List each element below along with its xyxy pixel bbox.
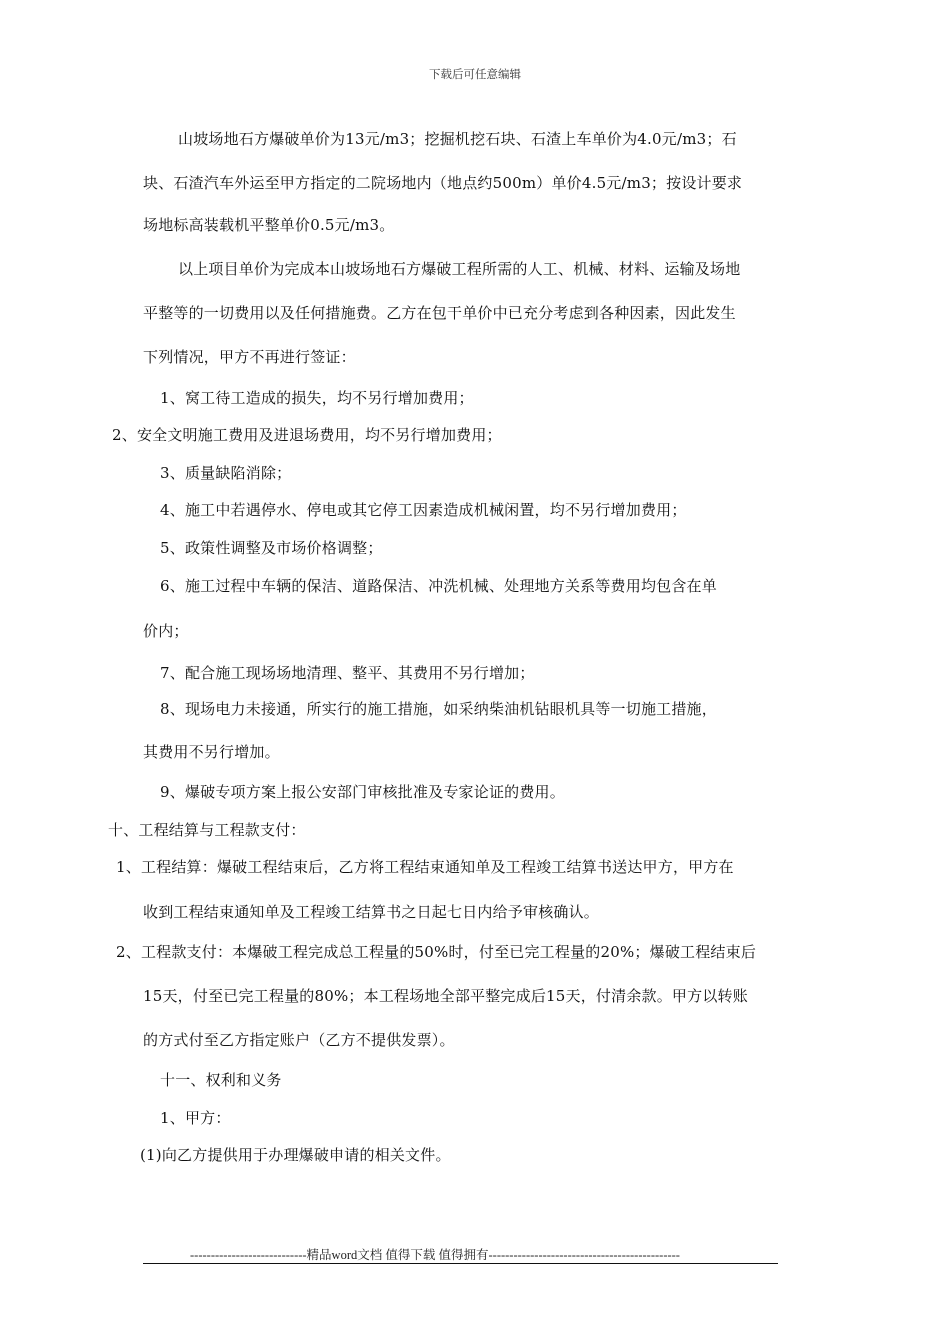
document-line: 7、配合施工现场场地清理、整平、其费用不另行增加； <box>160 664 535 682</box>
document-line: 9、爆破专项方案上报公安部门审核批准及专家论证的费用。 <box>160 783 565 801</box>
document-line: 场地标高装载机平整单价0.5元/m3。 <box>143 216 395 234</box>
footer-divider <box>143 1263 778 1264</box>
document-line: 3、质量缺陷消除； <box>160 464 292 482</box>
document-line: 8、现场电力未接通，所实行的施工措施，如采纳柴油机钻眼机具等一切施工措施， <box>160 700 717 718</box>
document-line: 2、安全文明施工费用及进退场费用，均不另行增加费用； <box>112 426 502 444</box>
document-line: 下列情况，甲方不再进行签证： <box>143 348 356 366</box>
document-line: 平整等的一切费用以及任何措施费。乙方在包干单价中已充分考虑到各种因素，因此发生 <box>143 304 736 322</box>
page-header: 下载后可任意编辑 <box>429 67 521 81</box>
document-line: 5、政策性调整及市场价格调整； <box>160 539 383 557</box>
document-line: 以上项目单价为完成本山坡场地石方爆破工程所需的人工、机械、材料、运输及场地 <box>178 260 741 278</box>
document-line: 4、施工中若遇停水、停电或其它停工因素造成机械闲置，均不另行增加费用； <box>160 501 687 519</box>
document-line: 价内； <box>143 622 189 640</box>
document-line: 收到工程结束通知单及工程竣工结算书之日起七日内给予审核确认。 <box>143 903 600 921</box>
document-line: 山坡场地石方爆破单价为13元/m3；挖掘机挖石块、石渣上车单价为4.0元/m3；石 <box>178 130 737 148</box>
document-line: 6、施工过程中车辆的保洁、道路保洁、冲洗机械、处理地方关系等费用均包含在单 <box>160 577 717 595</box>
document-line: 1、甲方： <box>160 1109 231 1127</box>
document-line: 十一、权利和义务 <box>160 1071 282 1089</box>
document-line: 1、窝工待工造成的损失，均不另行增加费用； <box>160 389 474 407</box>
document-line: 的方式付至乙方指定账户（乙方不提供发票）。 <box>143 1031 455 1049</box>
document-line: 1、工程结算：爆破工程结束后，乙方将工程结束通知单及工程竣工结算书送达甲方，甲方在 <box>116 858 734 876</box>
document-line: 块、石渣汽车外运至甲方指定的二院场地内（地点约500m）单价4.5元/m3；按设计要求 <box>143 174 743 192</box>
document-line: 其费用不另行增加。 <box>143 743 280 761</box>
document-line: 2、工程款支付：本爆破工程完成总工程量的50%时，付至已完工程量的20%；爆破工程结束后 <box>116 943 757 961</box>
document-line: 十、工程结算与工程款支付： <box>108 821 306 839</box>
document-line: 15天，付至已完工程量的80%；本工程场地全部平整完成后15天，付清余款。甲方以转账 <box>143 987 748 1005</box>
page-footer-text: ----------------------------精品word文档 值得下载 值得拥有---------------------------------------------- <box>190 1248 680 1262</box>
document-line: (1)向乙方提供用于办理爆破申请的相关文件。 <box>140 1146 451 1164</box>
